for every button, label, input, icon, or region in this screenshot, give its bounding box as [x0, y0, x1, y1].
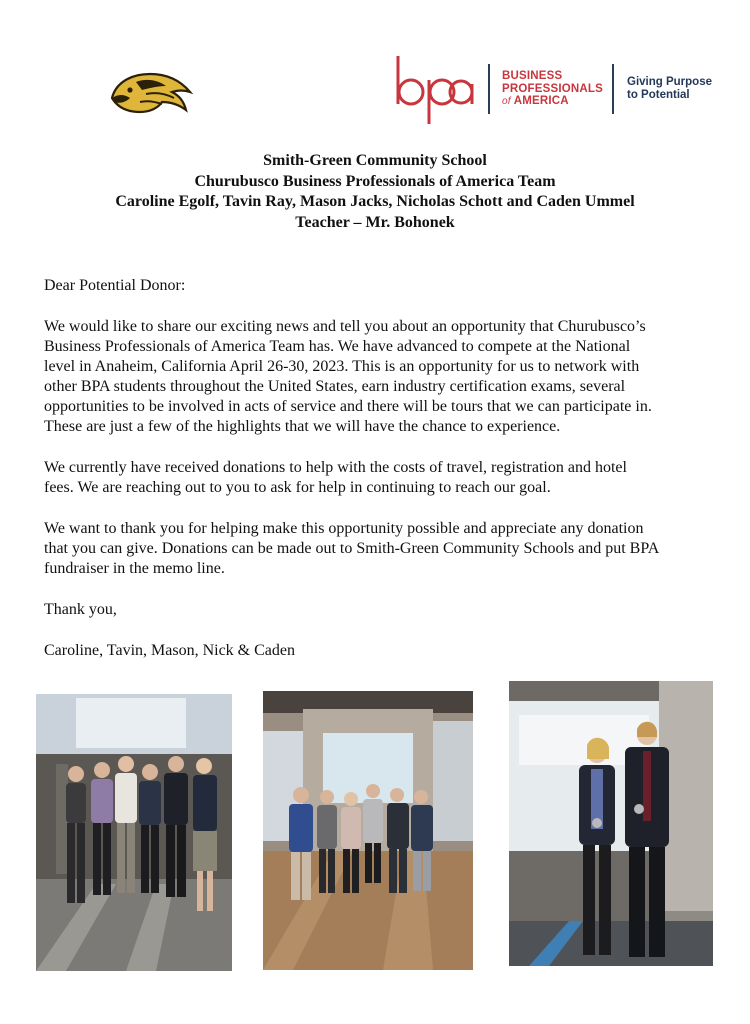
team-photo-2: [263, 691, 473, 970]
bpa-name-america: AMERICA: [513, 95, 569, 107]
team-photo-1-image: [36, 694, 232, 971]
eagle-mascot-logo: [106, 68, 194, 116]
team-name: Churubusco Business Professionals of America Team: [194, 172, 556, 190]
bpa-wordmark: [394, 56, 476, 126]
team-members: Caroline Egolf, Tavin Ray, Mason Jacks, Nicholas Schott and Caden Ummel: [115, 193, 635, 210]
school-name: Smith-Green Community School: [263, 152, 487, 169]
team-photo-2-image: [263, 691, 473, 970]
paragraph-line: fundraiser in the memo line.: [44, 560, 225, 577]
bpa-name: [502, 70, 603, 109]
paragraph-line: These are just a few of the highlights that we will have the chance to experience.: [44, 418, 561, 435]
bpa-logo: [394, 56, 724, 126]
tagline-line-1: Giving Purpose: [627, 76, 712, 88]
paragraph-line: opportunities to be involved in acts of service and there will be tours that we can participate in.: [44, 398, 652, 415]
letter-body: [44, 276, 724, 661]
bpa-name-of: of: [502, 96, 511, 107]
paragraph-2: [44, 458, 724, 498]
tagline-line-2: to Potential: [627, 89, 690, 101]
logo-divider: [612, 64, 614, 114]
team-photo-3: [509, 681, 713, 966]
bpa-tagline: [627, 76, 712, 102]
bpa-monogram-icon: [394, 56, 476, 126]
paragraph-line: We currently have received donations to help with the costs of travel, registration and hotel: [44, 459, 627, 476]
letter-heading: [0, 151, 750, 233]
logo-divider: [488, 64, 490, 114]
teacher-name: Teacher – Mr. Bohonek: [295, 213, 455, 231]
bpa-name-line-3: [502, 95, 603, 109]
paragraph-line: We want to thank you for helping make this opportunity possible and appreciate any donation: [44, 520, 644, 537]
paragraph-line: We would like to share our exciting news and tell you about an opportunity that Churubusco’s: [44, 318, 646, 335]
paragraph-3: [44, 519, 724, 579]
salutation: Dear Potential Donor:: [44, 277, 186, 294]
eagle-head-icon: [106, 68, 194, 116]
team-photo-3-image: [509, 681, 713, 966]
paragraph-line: level in Anaheim, California April 26-30, 2023. This is an opportunity for us to network with: [44, 358, 640, 375]
bpa-name-line-1: BUSINESS: [502, 70, 563, 82]
closing: Thank you,: [44, 601, 117, 618]
paragraph-line: fees. We are reaching out to you to ask for help in continuing to reach our goal.: [44, 479, 551, 496]
paragraph-line: Business Professionals of America Team has. We have advanced to compete at the National: [44, 338, 631, 355]
paragraph-line: other BPA students throughout the United States, earn industry certification exams, several: [44, 378, 626, 395]
paragraph-1: [44, 317, 724, 437]
bpa-name-line-2: PROFESSIONALS: [502, 82, 604, 95]
team-photo-1: [36, 694, 232, 971]
signature: Caroline, Tavin, Mason, Nick & Caden: [44, 642, 295, 659]
paragraph-line: that you can give. Donations can be made out to Smith-Green Community Schools and put BPA: [44, 540, 660, 557]
